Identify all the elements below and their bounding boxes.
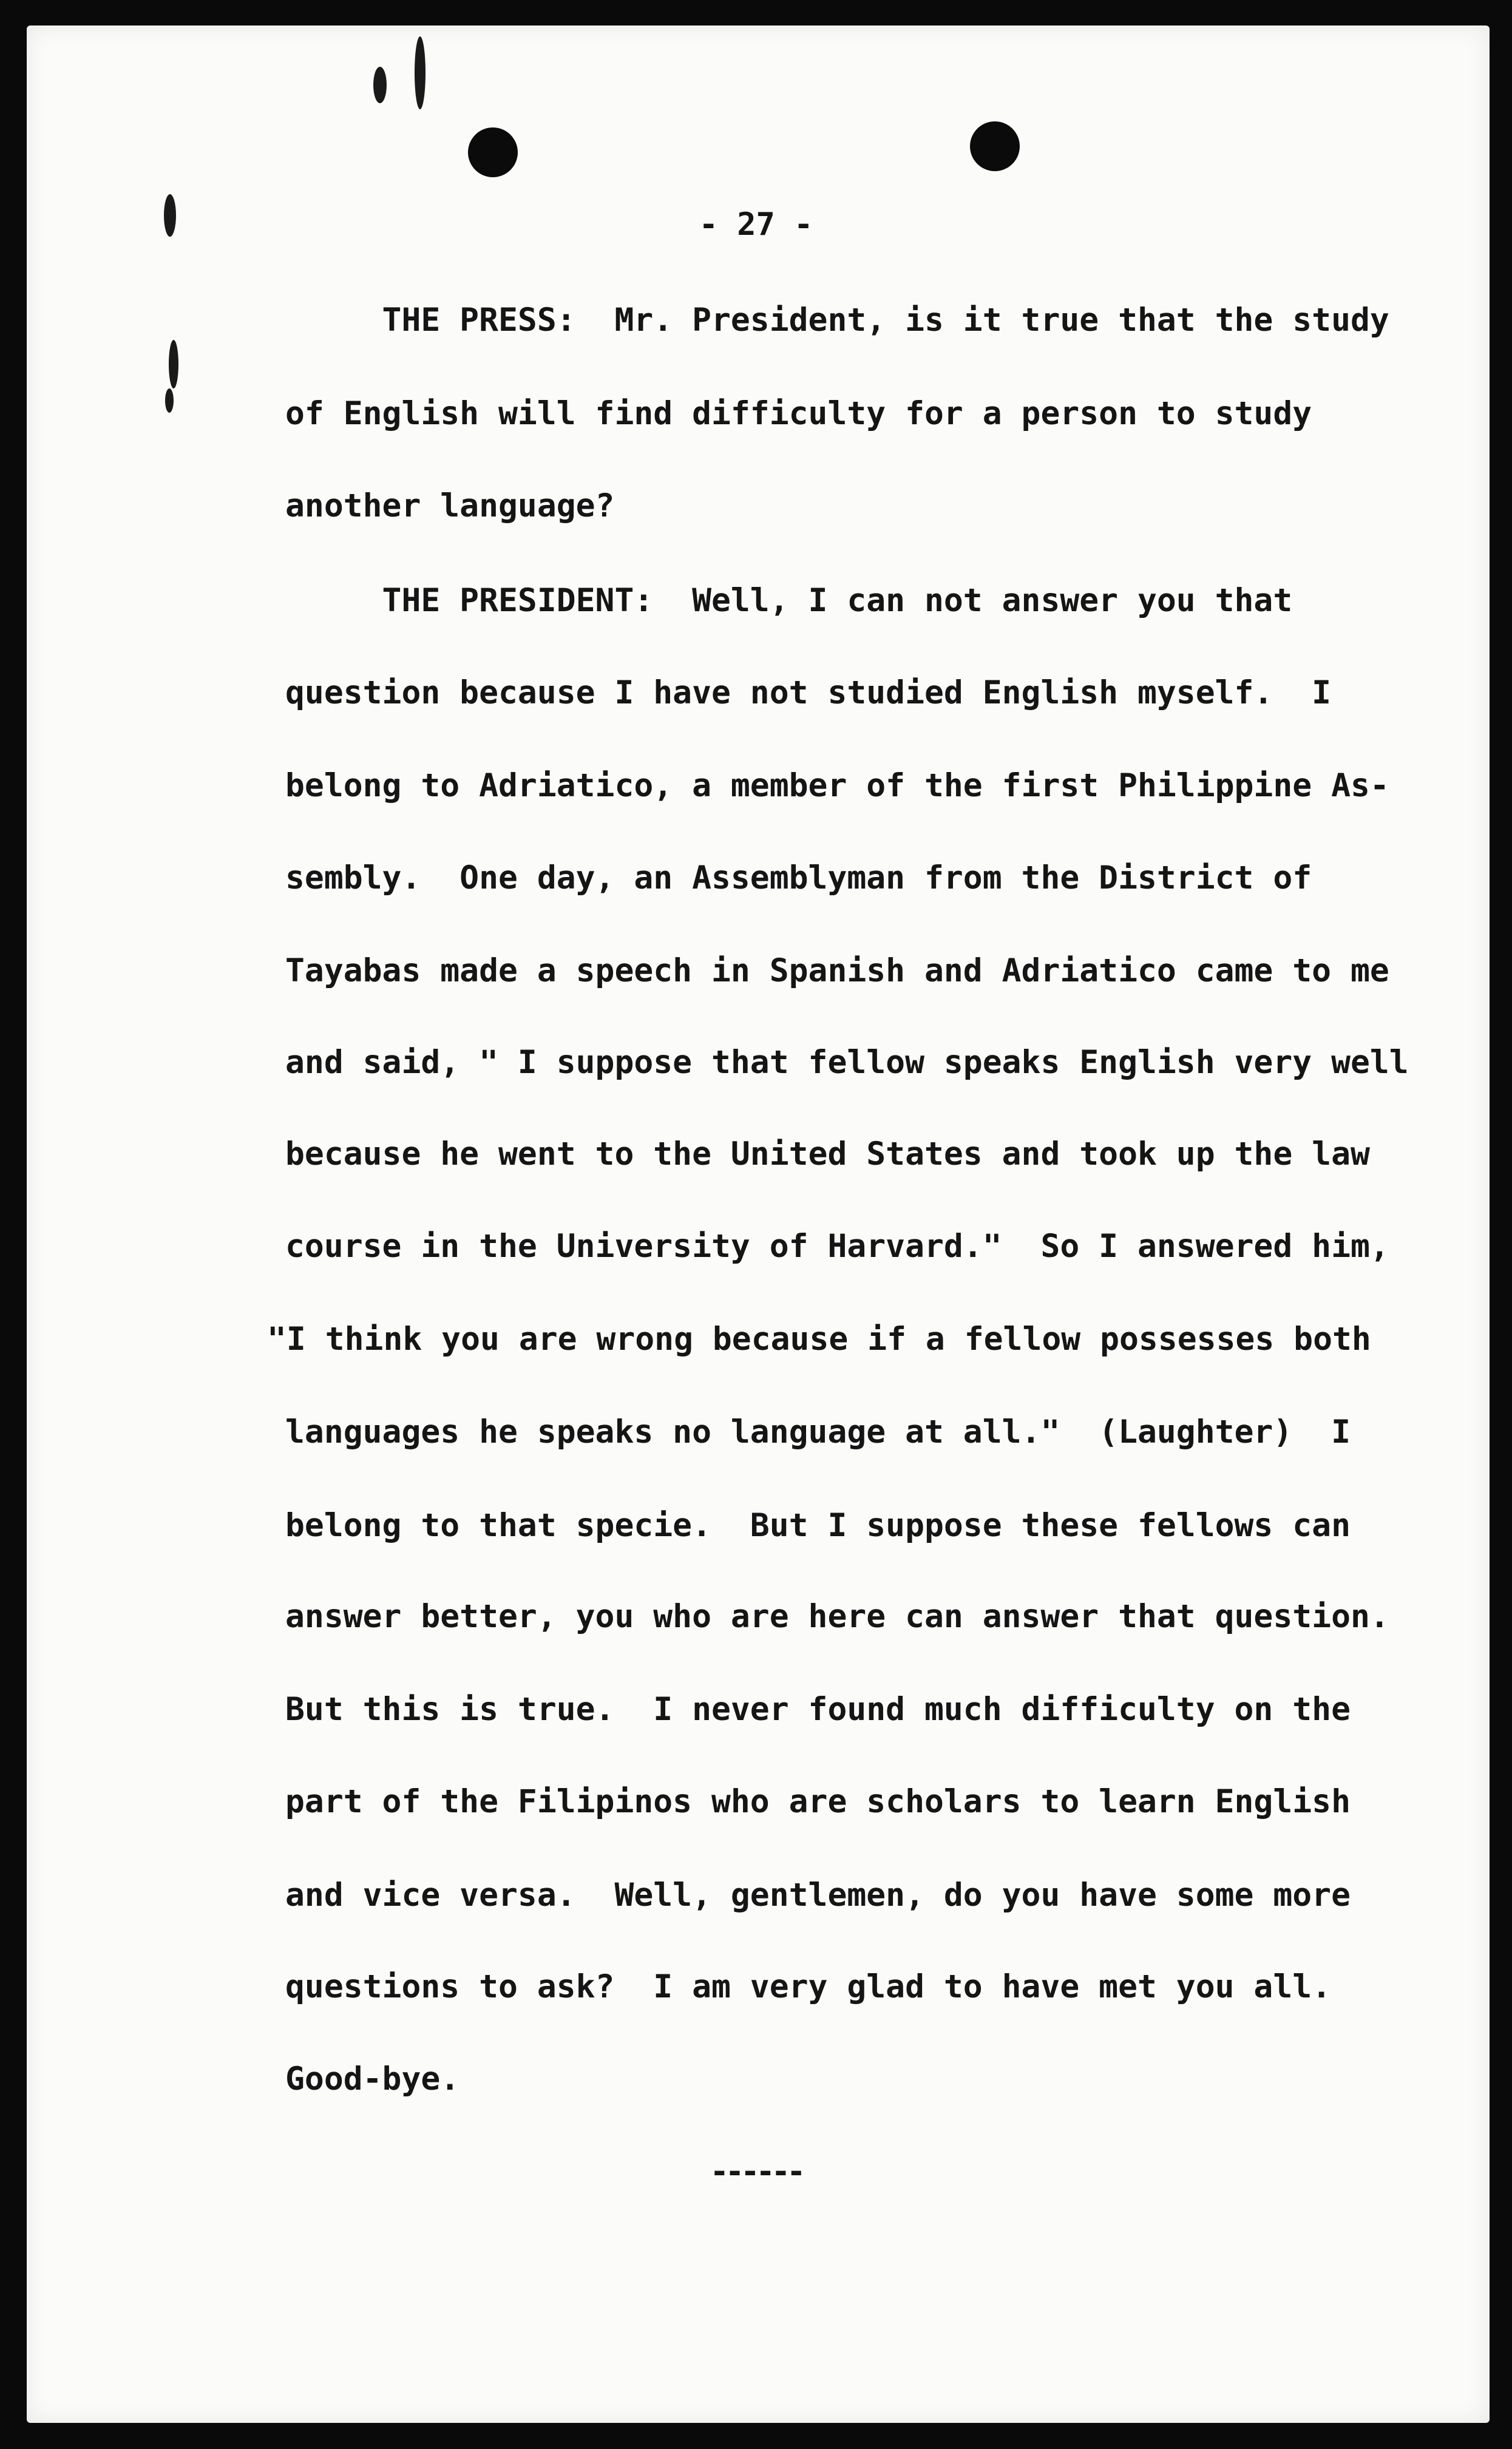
document-page [27, 25, 1490, 2423]
text-line: But this is true. I never found much difficulty on the [285, 1691, 1351, 1728]
text-line: Tayabas made a speech in Spanish and Adriatico came to me [285, 952, 1389, 989]
text-line: "I think you are wrong because if a fellow possesses both [267, 1321, 1371, 1358]
text-line: languages he speaks no language at all." (Laughter) I [285, 1414, 1351, 1451]
text-line: THE PRESS: Mr. President, is it true that the study [285, 302, 1389, 339]
ink-smudge [415, 36, 425, 109]
ink-smudge [373, 67, 387, 103]
ink-smudge [165, 388, 174, 413]
text-line: and vice versa. Well, gentlemen, do you have some more [285, 1877, 1351, 1914]
end-mark: ------ [710, 2153, 802, 2190]
text-line: course in the University of Harvard." So I answered him, [285, 1228, 1389, 1265]
text-line: THE PRESIDENT: Well, I can not answer you that [285, 582, 1293, 619]
text-line: another language? [285, 487, 615, 524]
punch-hole-right [970, 121, 1020, 171]
text-line: answer better, you who are here can answer that question. [285, 1598, 1389, 1635]
text-line: question because I have not studied English myself. I [285, 674, 1332, 711]
text-line: Good-bye. [285, 2061, 460, 2098]
text-line: belong to that specie. But I suppose these fellows can [285, 1507, 1351, 1544]
page-number: - 27 - [699, 206, 813, 243]
text-line: because he went to the United States and took up the law [285, 1136, 1370, 1173]
text-line: sembly. One day, an Assemblyman from the District of [285, 859, 1312, 896]
punch-hole-left [468, 127, 518, 177]
text-line: of English will find difficulty for a person to study [285, 395, 1312, 432]
text-line: questions to ask? I am very glad to have met you all. [285, 1968, 1332, 2005]
ink-smudge [169, 340, 178, 388]
text-line: part of the Filipinos who are scholars to learn English [285, 1783, 1351, 1820]
text-line: and said, " I suppose that fellow speaks English very well [285, 1044, 1409, 1081]
text-line: belong to Adriatico, a member of the first Philippine As- [285, 767, 1389, 804]
